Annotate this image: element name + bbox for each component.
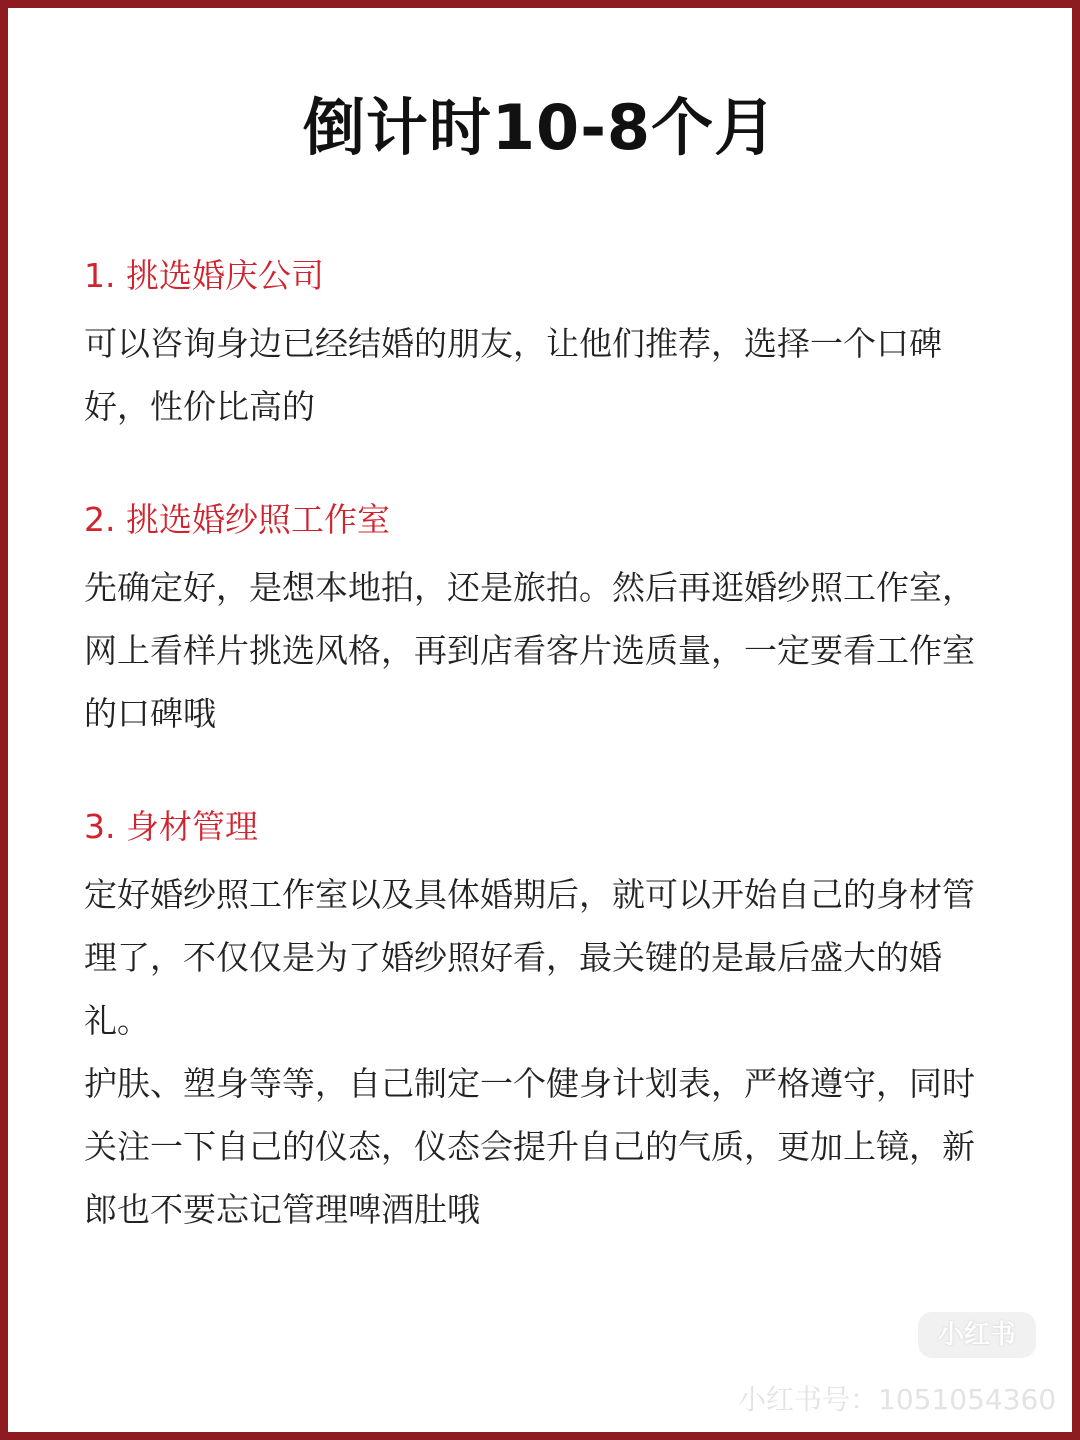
content-area	[84, 252, 1004, 1299]
section-heading: 3. 身材管理	[84, 807, 258, 846]
section-photo-studio	[84, 496, 1004, 745]
section-heading: 2. 挑选婚纱照工作室	[84, 500, 390, 539]
section-paragraph: 先确定好，是想本地拍，还是旅拍。然后再逛婚纱照工作室，网上看样片挑选风格，再到店看客片选质量，一定要看工作室的口碑哦	[84, 568, 975, 733]
page-title: 倒计时10-8个月	[302, 91, 778, 164]
watermark-id: 小红书号：1051054360	[738, 1383, 1057, 1416]
section-body-management	[84, 803, 1004, 1241]
section-wedding-company	[84, 252, 1004, 438]
section-paragraph: 定好婚纱照工作室以及具体婚期后，就可以开始自己的身材管理了，不仅仅是为了婚纱照好看，最关键的是最后盛大的婚礼。	[84, 875, 975, 1040]
section-paragraph: 可以咨询身边已经结婚的朋友，让他们推荐，选择一个口碑好，性价比高的	[84, 324, 942, 426]
watermark-logo: 小红书	[918, 1312, 1036, 1358]
section-paragraph: 护肤、塑身等等，自己制定一个健身计划表，严格遵守，同时关注一下自己的仪态，仪态会提升自己的气质，更加上镜，新郎也不要忘记管理啤酒肚哦	[84, 1064, 975, 1229]
section-heading: 1. 挑选婚庆公司	[84, 256, 324, 295]
